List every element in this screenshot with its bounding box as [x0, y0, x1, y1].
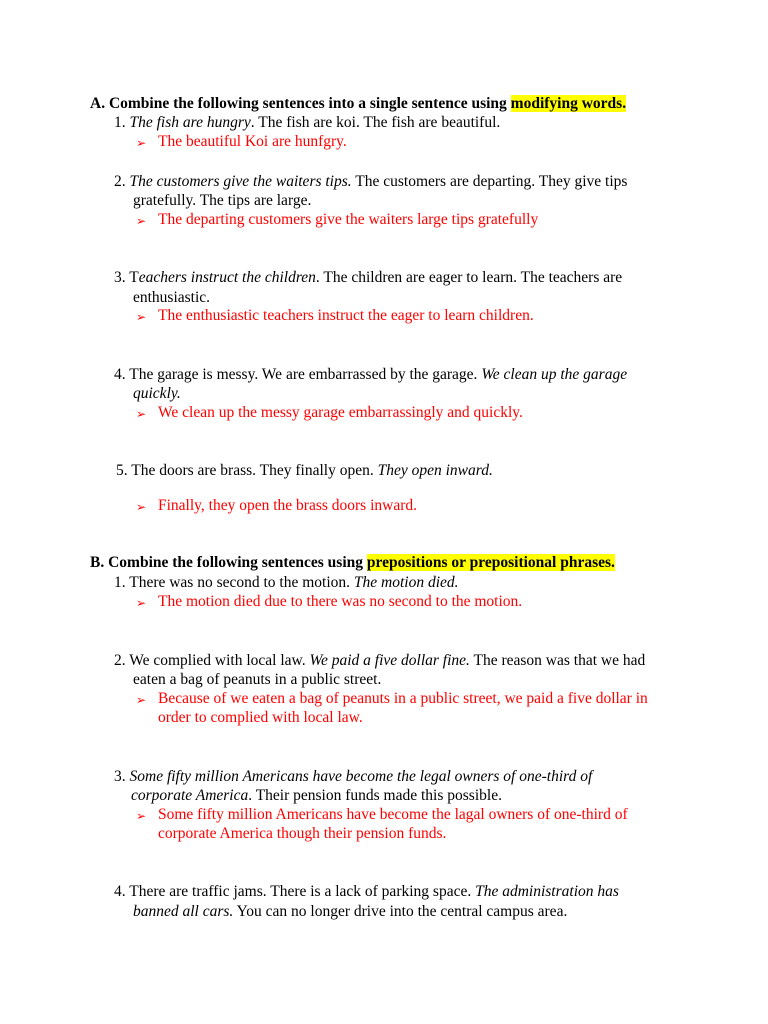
arrowhead-bullet-icon: ➢ [136, 596, 147, 610]
b1-plain: There was no second to the motion. [125, 574, 354, 591]
b4-number: 4. [114, 883, 126, 900]
b2-plain: We complied with local law. [125, 652, 310, 669]
b4-question-line1 [114, 882, 619, 901]
section-b-heading [90, 553, 615, 572]
arrowhead-bullet-icon: ➢ [136, 693, 147, 707]
section-b-heading-prefix: B. Combine the following sentences using [90, 554, 367, 571]
b3-italic-line2: corporate America [131, 787, 249, 804]
b4-italic-line2: banned all cars. [133, 903, 234, 920]
a4-number: 4. [114, 366, 126, 383]
a4-plain: The garage is messy. We are embarrassed by the garage. [125, 366, 482, 383]
b1-number: 1. [114, 574, 126, 591]
a4-italic-line1: We clean up the garage [481, 366, 628, 383]
a5-italic: They open inward. [377, 462, 493, 479]
a5-plain: The doors are brass. They finally open. [127, 462, 378, 479]
b1-question [114, 573, 459, 592]
b3-rest-line2: . Their pension funds made this possible. [248, 787, 502, 804]
b2-number: 2. [114, 652, 126, 669]
a5-answer: Finally, they open the brass doors inward. [158, 497, 418, 514]
b4-italic-line1: The administration has [475, 883, 619, 900]
arrowhead-bullet-icon: ➢ [136, 500, 147, 514]
a3-question-line2: enthusiastic. [133, 289, 211, 306]
a3-rest-line1: . The children are eager to learn. The teachers are [315, 269, 623, 286]
b2-question-line2: eaten a bag of peanuts in a public street. [133, 671, 382, 688]
b2-italic: We paid a five dollar fine. [309, 652, 470, 669]
b3-italic-line1: Some fifty million Americans have become the legal owners of one-third of [129, 768, 593, 785]
b3-question-line1 [114, 767, 592, 786]
a2-question-line1 [114, 172, 627, 191]
a4-question-line1 [114, 365, 627, 384]
b3-question-line2 [131, 786, 502, 805]
section-a-heading-highlight: modifying words. [510, 95, 627, 112]
arrowhead-bullet-icon: ➢ [136, 809, 147, 823]
a3-question-line1 [114, 268, 622, 287]
a1-number: 1. [114, 114, 126, 131]
a1-italic: The fish are hungry [129, 114, 251, 131]
a2-italic: The customers give the waiters tips. [129, 173, 352, 190]
a2-number: 2. [114, 173, 126, 190]
a1-question [114, 113, 500, 132]
section-a-heading [90, 94, 626, 113]
a4-answer: We clean up the messy garage embarrassingly and quickly. [158, 404, 523, 421]
a3-italic: eachers instruct the children [138, 269, 316, 286]
b2-answer-line2: order to complied with local law. [158, 709, 363, 726]
b3-number: 3. [114, 768, 126, 785]
a1-rest: . The fish are koi. The fish are beautiful. [250, 114, 501, 131]
b2-answer-line1: Because of we eaten a bag of peanuts in a public street, we paid a five dollar in [158, 690, 648, 707]
arrowhead-bullet-icon: ➢ [136, 214, 147, 228]
a5-question [116, 461, 493, 480]
section-a-heading-prefix: A. Combine the following sentences into a single sentence using [90, 95, 511, 112]
a2-answer: The departing customers give the waiters large tips gratefully [158, 211, 539, 228]
b4-plain: There are traffic jams. There is a lack of parking space. [125, 883, 476, 900]
a3-number: 3. T [114, 269, 139, 286]
section-b-heading-highlight: prepositions or prepositional phrases. [366, 554, 615, 571]
a4-question-line2: quickly. [133, 385, 181, 402]
a2-rest-line1: The customers are departing. They give tips [351, 173, 628, 190]
b4-rest-line2: You can no longer drive into the central campus area. [233, 903, 568, 920]
arrowhead-bullet-icon: ➢ [136, 136, 147, 150]
a5-number: 5. [116, 462, 128, 479]
b3-answer-line1: Some fifty million Americans have become the lagal owners of one-third of [158, 806, 628, 823]
arrowhead-bullet-icon: ➢ [136, 310, 147, 324]
b2-question-line1 [114, 651, 645, 670]
arrowhead-bullet-icon: ➢ [136, 407, 147, 421]
b4-question-line2 [133, 902, 567, 921]
b2-rest-line1: The reason was that we had [469, 652, 646, 669]
a1-answer: The beautiful Koi are hunfgry. [158, 133, 347, 150]
a3-answer: The enthusiastic teachers instruct the eager to learn children. [158, 307, 534, 324]
a2-question-line2: gratefully. The tips are large. [133, 192, 312, 209]
b1-answer: The motion died due to there was no second to the motion. [158, 593, 523, 610]
b1-italic: The motion died. [353, 574, 459, 591]
b3-answer-line2: corporate America though their pension funds. [158, 825, 447, 842]
